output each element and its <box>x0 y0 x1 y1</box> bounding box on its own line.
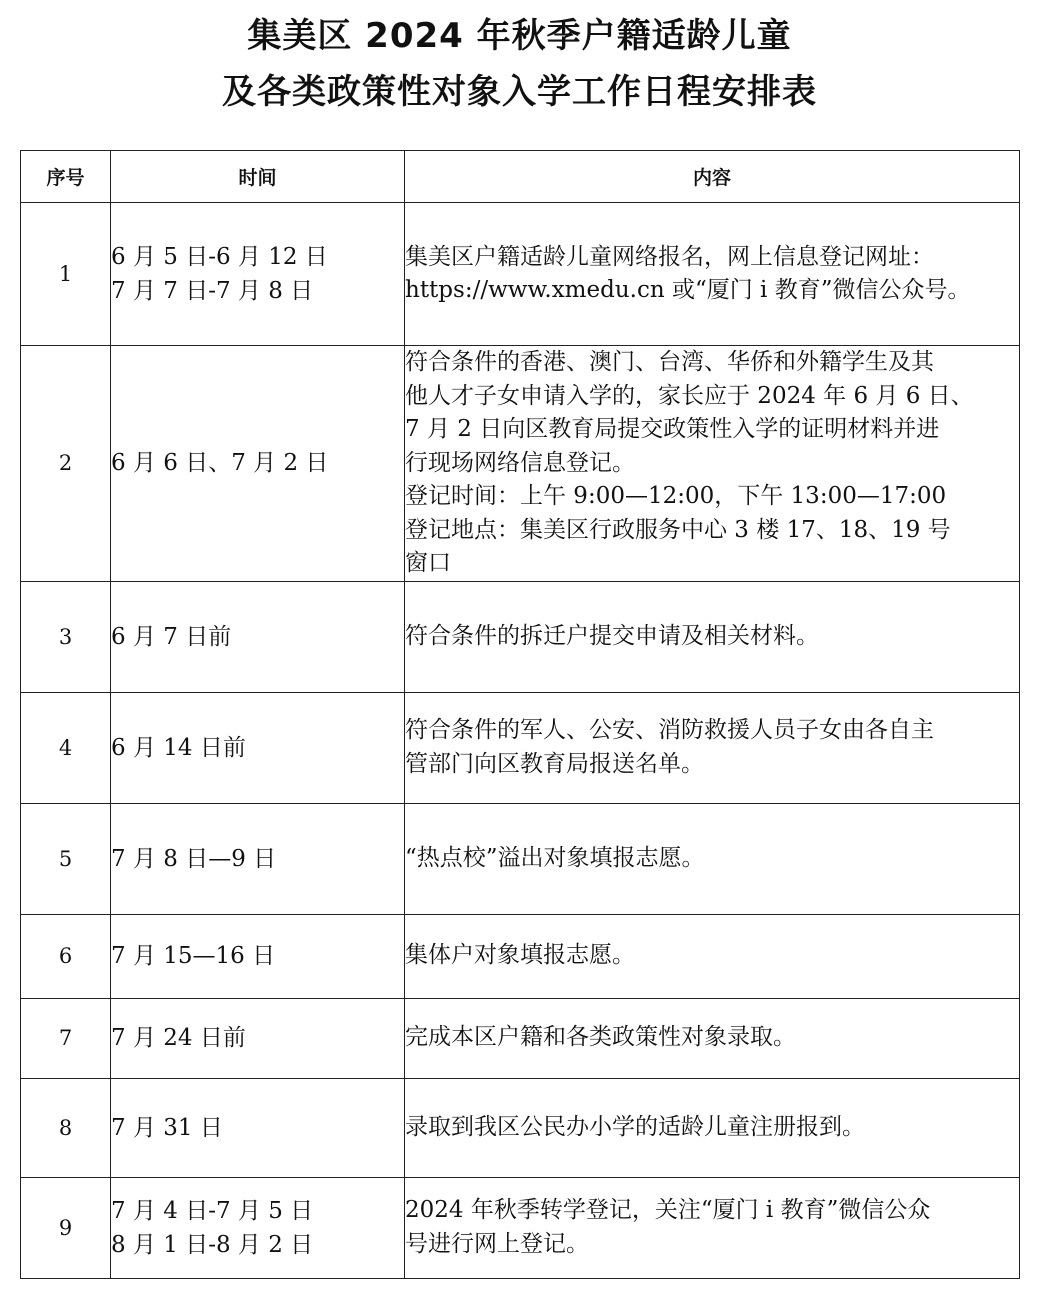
content-line: 录取到我区公民办小学的适龄儿童注册报到。 <box>405 1113 865 1140</box>
content-line: 他人才子女申请入学的，家长应于 2024 年 6 月 6 日、 <box>405 382 974 409</box>
row-time <box>111 1177 405 1278</box>
row-number: 1 <box>21 203 111 346</box>
content-line: 行现场网络信息登记。 <box>405 449 635 476</box>
table-row <box>21 692 1020 803</box>
document-title <box>0 8 1039 120</box>
row-time <box>111 346 405 582</box>
row-number: 6 <box>21 914 111 998</box>
table-row <box>21 998 1020 1078</box>
row-content <box>405 803 1020 914</box>
content-line: 窗口 <box>405 550 451 576</box>
row-number: 8 <box>21 1078 111 1177</box>
table-row <box>21 346 1020 582</box>
content-line: “热点校”溢出对象填报志愿。 <box>405 844 705 871</box>
row-content <box>405 1177 1020 1278</box>
row-number: 3 <box>21 581 111 692</box>
row-content <box>405 914 1020 998</box>
row-number: 5 <box>21 803 111 914</box>
row-time <box>111 203 405 346</box>
time-line: 6 月 14 日前 <box>111 734 246 761</box>
row-content <box>405 581 1020 692</box>
table-row <box>21 203 1020 346</box>
row-time <box>111 1078 405 1177</box>
title-line-1: 集美区 2024 年秋季户籍适龄儿童 <box>247 16 792 56</box>
content-line: 符合条件的香港、澳门、台湾、华侨和外籍学生及其 <box>405 349 934 375</box>
time-line: 6 月 7 日前 <box>111 623 232 650</box>
content-line: 集体户对象填报志愿。 <box>405 942 635 969</box>
table-row <box>21 581 1020 692</box>
table-row <box>21 914 1020 998</box>
content-line: 管部门向区教育局报送名单。 <box>405 750 704 777</box>
time-line: 7 月 31 日 <box>111 1114 223 1141</box>
row-time <box>111 914 405 998</box>
row-content <box>405 1078 1020 1177</box>
content-line: 集美区户籍适龄儿童网络报名，网上信息登记网址： <box>405 243 934 270</box>
content-line: 完成本区户籍和各类政策性对象录取。 <box>405 1024 796 1051</box>
time-line: 7 月 4 日-7 月 5 日 <box>111 1197 314 1224</box>
row-number: 4 <box>21 692 111 803</box>
schedule-table <box>20 150 1020 1279</box>
table-row <box>21 1177 1020 1278</box>
content-line: https://www.xmedu.cn 或“厦门 i 教育”微信公众号。 <box>405 277 971 303</box>
time-line: 7 月 8 日—9 日 <box>111 845 277 872</box>
row-content <box>405 346 1020 582</box>
row-content <box>405 203 1020 346</box>
title-line-2: 及各类政策性对象入学工作日程安排表 <box>222 72 817 112</box>
table-row <box>21 1078 1020 1177</box>
row-time <box>111 998 405 1078</box>
content-line: 符合条件的拆迁户提交申请及相关材料。 <box>405 622 819 649</box>
table-body <box>21 203 1020 1279</box>
content-line: 符合条件的军人、公安、消防救援人员子女由各自主 <box>405 717 934 743</box>
header-content: 内容 <box>405 151 1020 203</box>
time-line: 6 月 6 日、7 月 2 日 <box>111 450 329 477</box>
row-content <box>405 692 1020 803</box>
row-content <box>405 998 1020 1078</box>
content-line: 7 月 2 日向区教育局提交政策性入学的证明材料并进 <box>405 416 940 442</box>
content-line: 号进行网上登记。 <box>405 1230 589 1257</box>
table-header-row <box>21 151 1020 203</box>
time-line: 8 月 1 日-8 月 2 日 <box>111 1231 314 1258</box>
row-time <box>111 692 405 803</box>
table-row <box>21 803 1020 914</box>
row-number: 9 <box>21 1177 111 1278</box>
row-number: 2 <box>21 346 111 582</box>
header-time: 时间 <box>111 151 405 203</box>
content-line: 登记地点：集美区行政服务中心 3 楼 17、18、19 号 <box>405 516 951 543</box>
row-number: 7 <box>21 998 111 1078</box>
time-line: 7 月 7 日-7 月 8 日 <box>111 278 314 304</box>
time-line: 6 月 5 日-6 月 12 日 <box>111 244 328 270</box>
content-line: 登记时间：上午 9:00—12:00，下午 13:00—17:00 <box>405 483 947 509</box>
row-time <box>111 581 405 692</box>
row-time <box>111 803 405 914</box>
header-no: 序号 <box>21 151 111 203</box>
content-line: 2024 年秋季转学登记，关注“厦门 i 教育”微信公众 <box>405 1197 931 1223</box>
time-line: 7 月 15—16 日 <box>111 943 276 969</box>
time-line: 7 月 24 日前 <box>111 1025 246 1051</box>
